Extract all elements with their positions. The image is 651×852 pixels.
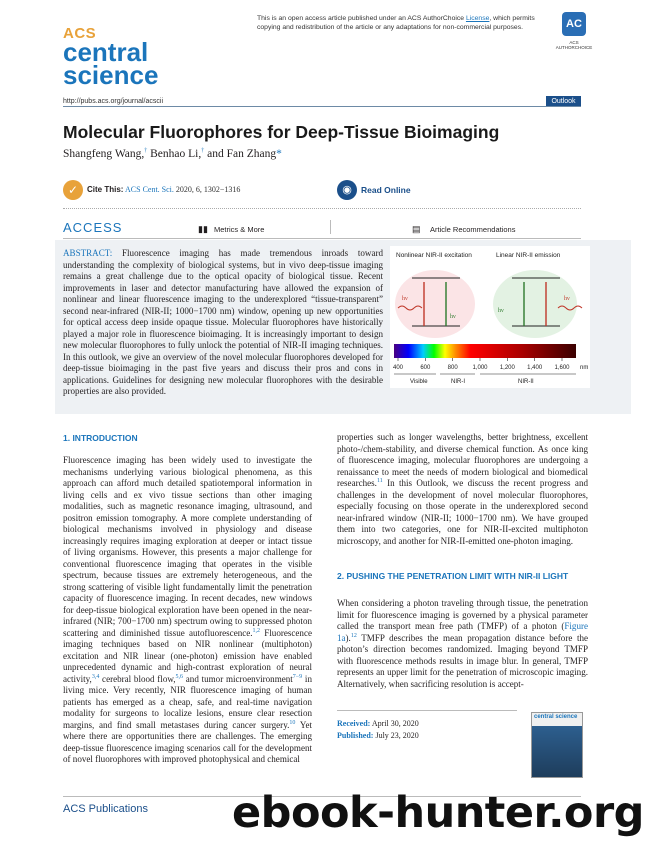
ref-12[interactable]: 12 bbox=[350, 632, 357, 639]
hv-label-4: hν bbox=[564, 296, 570, 302]
read-online-button[interactable]: Read Online bbox=[361, 185, 411, 195]
bar-chart-icon[interactable]: ▮▮ bbox=[198, 224, 208, 234]
read-online-icon[interactable]: ◉ bbox=[337, 180, 357, 200]
spectrum-tick-label: 1,600 bbox=[554, 365, 570, 371]
toc-graphic bbox=[390, 246, 590, 388]
received-label: Received: bbox=[337, 719, 371, 728]
band-nir2: NIR-II bbox=[518, 379, 534, 385]
intro-text-6: Yet where there are opportunities there are challenges. The emerging deep-tissue fluorescence imaging scenarios call for the development of novel fluorophores with improved photophysical and chemical bbox=[63, 719, 312, 764]
spectrum-tick-label: 800 bbox=[447, 365, 458, 371]
ref-10[interactable]: 10 bbox=[289, 719, 296, 726]
abstract bbox=[63, 248, 383, 398]
spectrum-tick-label: 1,200 bbox=[499, 365, 515, 371]
sec2-text-1b: ). bbox=[345, 632, 351, 643]
spectrum-tick-label: 1,000 bbox=[472, 365, 488, 371]
abstract-label: ABSTRACT: bbox=[63, 248, 113, 258]
logo-science-text: science bbox=[63, 60, 159, 90]
journal-url[interactable]: http://pubs.acs.org/journal/acscii bbox=[63, 98, 163, 105]
citation-volume: 2020, 6, 1302−1316 bbox=[175, 185, 241, 194]
author-1-dagger: † bbox=[144, 148, 148, 155]
hv-label-1: hν bbox=[402, 296, 408, 302]
author-2[interactable]: Benhao Li, bbox=[150, 148, 202, 160]
access-label: ACCESS bbox=[63, 220, 123, 235]
ref-1-2[interactable]: 1,2 bbox=[252, 627, 261, 634]
logo-acs-text: ACS bbox=[63, 25, 97, 42]
document-icon[interactable]: ▤ bbox=[412, 224, 421, 234]
access-separator bbox=[330, 220, 331, 234]
cite-divider bbox=[63, 208, 581, 209]
tissue-right bbox=[493, 270, 577, 338]
section-1-heading: 1. INTRODUCTION bbox=[63, 433, 138, 443]
intro-continued bbox=[337, 432, 588, 547]
citation-text bbox=[125, 185, 240, 194]
dates-divider bbox=[337, 710, 517, 711]
spectrum-tick-label: 1,400 bbox=[527, 365, 543, 371]
article-type-badge: Outlook bbox=[546, 96, 581, 107]
author-2-dagger: † bbox=[201, 148, 205, 155]
article-title: Molecular Fluorophores for Deep-Tissue Bioimaging bbox=[63, 122, 500, 142]
figure-label-right: Linear NIR-II emission bbox=[496, 252, 561, 259]
intro-text-5: in living mice. Very recently, NIR fluorescence imaging of human patients has emerged as a cheap, safe, and real-time navigation modality for surgeons to localize lesions, ensure clear resection margins, and find small metastases during cancer surgery. bbox=[63, 673, 312, 730]
published-label: Published: bbox=[337, 731, 374, 740]
license-text-end: , which permits copying and redistribution of the article or any adaptations for non-commercial purposes. bbox=[257, 15, 535, 31]
spectrum-tick-label: 400 bbox=[392, 365, 404, 371]
author-1[interactable]: Shangfeng Wang, bbox=[63, 148, 145, 160]
authorchoice-label: ACS AUTHORCHOICE bbox=[555, 40, 593, 50]
acs-publications-logo[interactable]: ACS Publications bbox=[63, 803, 148, 815]
col2-text-1: properties such as longer wavelengths, better brightness, excellent photo-/chem-stability, and diverse chemical function. As once king of fluorescence imaging, molecular fluorophores are undergoing a renaissance to meet the needs of modern biological and biomedical researches. bbox=[337, 432, 588, 488]
intro-text-4: and tumor microenvironment bbox=[183, 673, 293, 684]
publication-dates bbox=[337, 718, 419, 742]
cover-title: central science bbox=[534, 714, 578, 720]
journal-cover-thumbnail[interactable] bbox=[531, 712, 583, 778]
band-visible: Visible bbox=[410, 379, 428, 385]
intro-text-1: Fluorescence imaging has been widely used to investigate the mechanisms underlying various biological phenomena, as this approach can afford much detailed spatiotemporal information in living cells and ex vivo tissue sections than other imaging modalities, such as magnetic resonance imaging, ultrasound, and positron emission tomography. A more complete understanding of biological mechanisms involved in physiology and disease increasingly requires imaging exploration at deeper or intact tissue of living organisms. However, this presents a major challenge for conventional fluorescence imaging that operates in the visible spectrum, because tissues are extremely heterogeneous, and the strong scattering of visible light fundamentally limit the penetration capacity of fluorescence imaging. In recent decades, new windows for deep-tissue biological exploration have been opened in the near-infrared (NIR; 700−1700 nm) spectrum owing to suppressed photon scattering and diminished tissue autofluorescence. bbox=[63, 455, 312, 638]
intro-text-2: Fluorescence imaging techniques based on NIR nonlinear (multiphoton) excitation and NIR linear (one-photon) emission have enabled unprecedented dynamic and high-contrast exploration of neural activity, bbox=[63, 627, 312, 684]
license-text: This is an open access article published under an ACS AuthorChoice bbox=[257, 15, 466, 22]
figure-label-left: Nonlinear NIR-II excitation bbox=[396, 252, 472, 259]
author-list bbox=[63, 148, 583, 160]
section-2-heading: 2. PUSHING THE PENETRATION LIMIT WITH NIR-II LIGHT bbox=[337, 571, 569, 581]
col2-text-2: In this Outlook, we discuss the recent progress and challenges in the development of novel molecular fluorophores, especially focusing on those operate in the underexplored second near-infrared window (NIR-II; 1000−1700 nm). We have grouped them into two categories, one for NIR-II-excited multiphoton microscopy, and another for NIR-II-emitted one-photon imaging. bbox=[337, 478, 588, 546]
intro-paragraph bbox=[63, 455, 312, 766]
header-divider bbox=[63, 106, 581, 107]
sec2-text-2: TMFP describes the mean propagation distance before the photon’s direction becomes randomized. Imaging beyond TMFP with fluorescence methods results in image blur. In general, TMFP represents an upper limit for the penetration of microscopic imaging. Alternatively, when sacrificing resolution is accept- bbox=[337, 632, 588, 689]
cite-label[interactable]: Cite This: bbox=[87, 185, 124, 194]
license-link[interactable]: License bbox=[465, 15, 490, 22]
abstract-text: Fluorescence imaging has made tremendous inroads toward understanding the complexity of biological systems, but in vivo deep-tissue imaging remains a great challenge due to the optical opacity of biological tissue. Recent improvements in laser and detector manufacturing have allowed the expansion of nonlinear and linear fluorescence imaging to the underexplored “tissue-transparent” second near-infrared (NIR-II; 1000−1700 nm) window, opening up new opportunities for optical access deep inside opaque tissue. Molecular fluorophores have historically played a major role in fluorescence bioimaging. It is increasingly important to design new molecular fluorophores to fully unlock the potential of NIR-II imaging techniques. In this outlook, we give an overview of the novel molecular fluorophores developed for deep-tissue bioimaging in the past five years and discuss their pros and cons in applications. Guidelines for designing new molecular fluorophores with the desirable properties are also provided. bbox=[63, 248, 383, 396]
author-3[interactable]: and Fan Zhang bbox=[207, 148, 277, 160]
published-date: July 23, 2020 bbox=[375, 731, 419, 740]
section-2-paragraph bbox=[337, 598, 588, 690]
recommendations-button[interactable]: Article Recommendations bbox=[430, 225, 516, 234]
watermark: ebook-hunter.org bbox=[232, 788, 644, 838]
hv-label-3: hν bbox=[498, 308, 504, 314]
ref-7-9[interactable]: 7−9 bbox=[292, 673, 303, 680]
citation-journal[interactable]: ACS Cent. Sci. bbox=[125, 185, 174, 194]
authorchoice-badge-icon: AC bbox=[562, 12, 586, 36]
hv-label-2: hν bbox=[450, 314, 456, 320]
intro-text-3: cerebral blood flow, bbox=[99, 673, 176, 684]
ref-3-4[interactable]: 3,4 bbox=[91, 673, 100, 680]
received-date: April 30, 2020 bbox=[371, 719, 419, 728]
ref-5-6[interactable]: 5,6 bbox=[175, 673, 184, 680]
spectrum-bar bbox=[394, 344, 576, 358]
band-nir1: NIR-I bbox=[451, 379, 465, 385]
spectrum-unit: nm bbox=[580, 365, 589, 371]
sec2-text-1: When considering a photon traveling through tissue, the penetration limit for fluorescence imaging is governed by a physical parameter called the transport mean free path (TMFP) of a photon ( bbox=[337, 598, 588, 631]
license-notice bbox=[257, 14, 557, 32]
metrics-button[interactable]: Metrics & More bbox=[214, 225, 265, 234]
tissue-left bbox=[395, 270, 475, 338]
ref-11[interactable]: 11 bbox=[376, 477, 383, 484]
journal-logo bbox=[63, 25, 183, 90]
figure-1a-link[interactable]: Figure 1a bbox=[337, 621, 588, 643]
cite-icon[interactable]: ✓ bbox=[63, 180, 83, 200]
corresponding-star: * bbox=[276, 148, 282, 160]
spectrum-tick-label: 600 bbox=[420, 365, 431, 371]
logo-central-text: central bbox=[63, 37, 149, 67]
